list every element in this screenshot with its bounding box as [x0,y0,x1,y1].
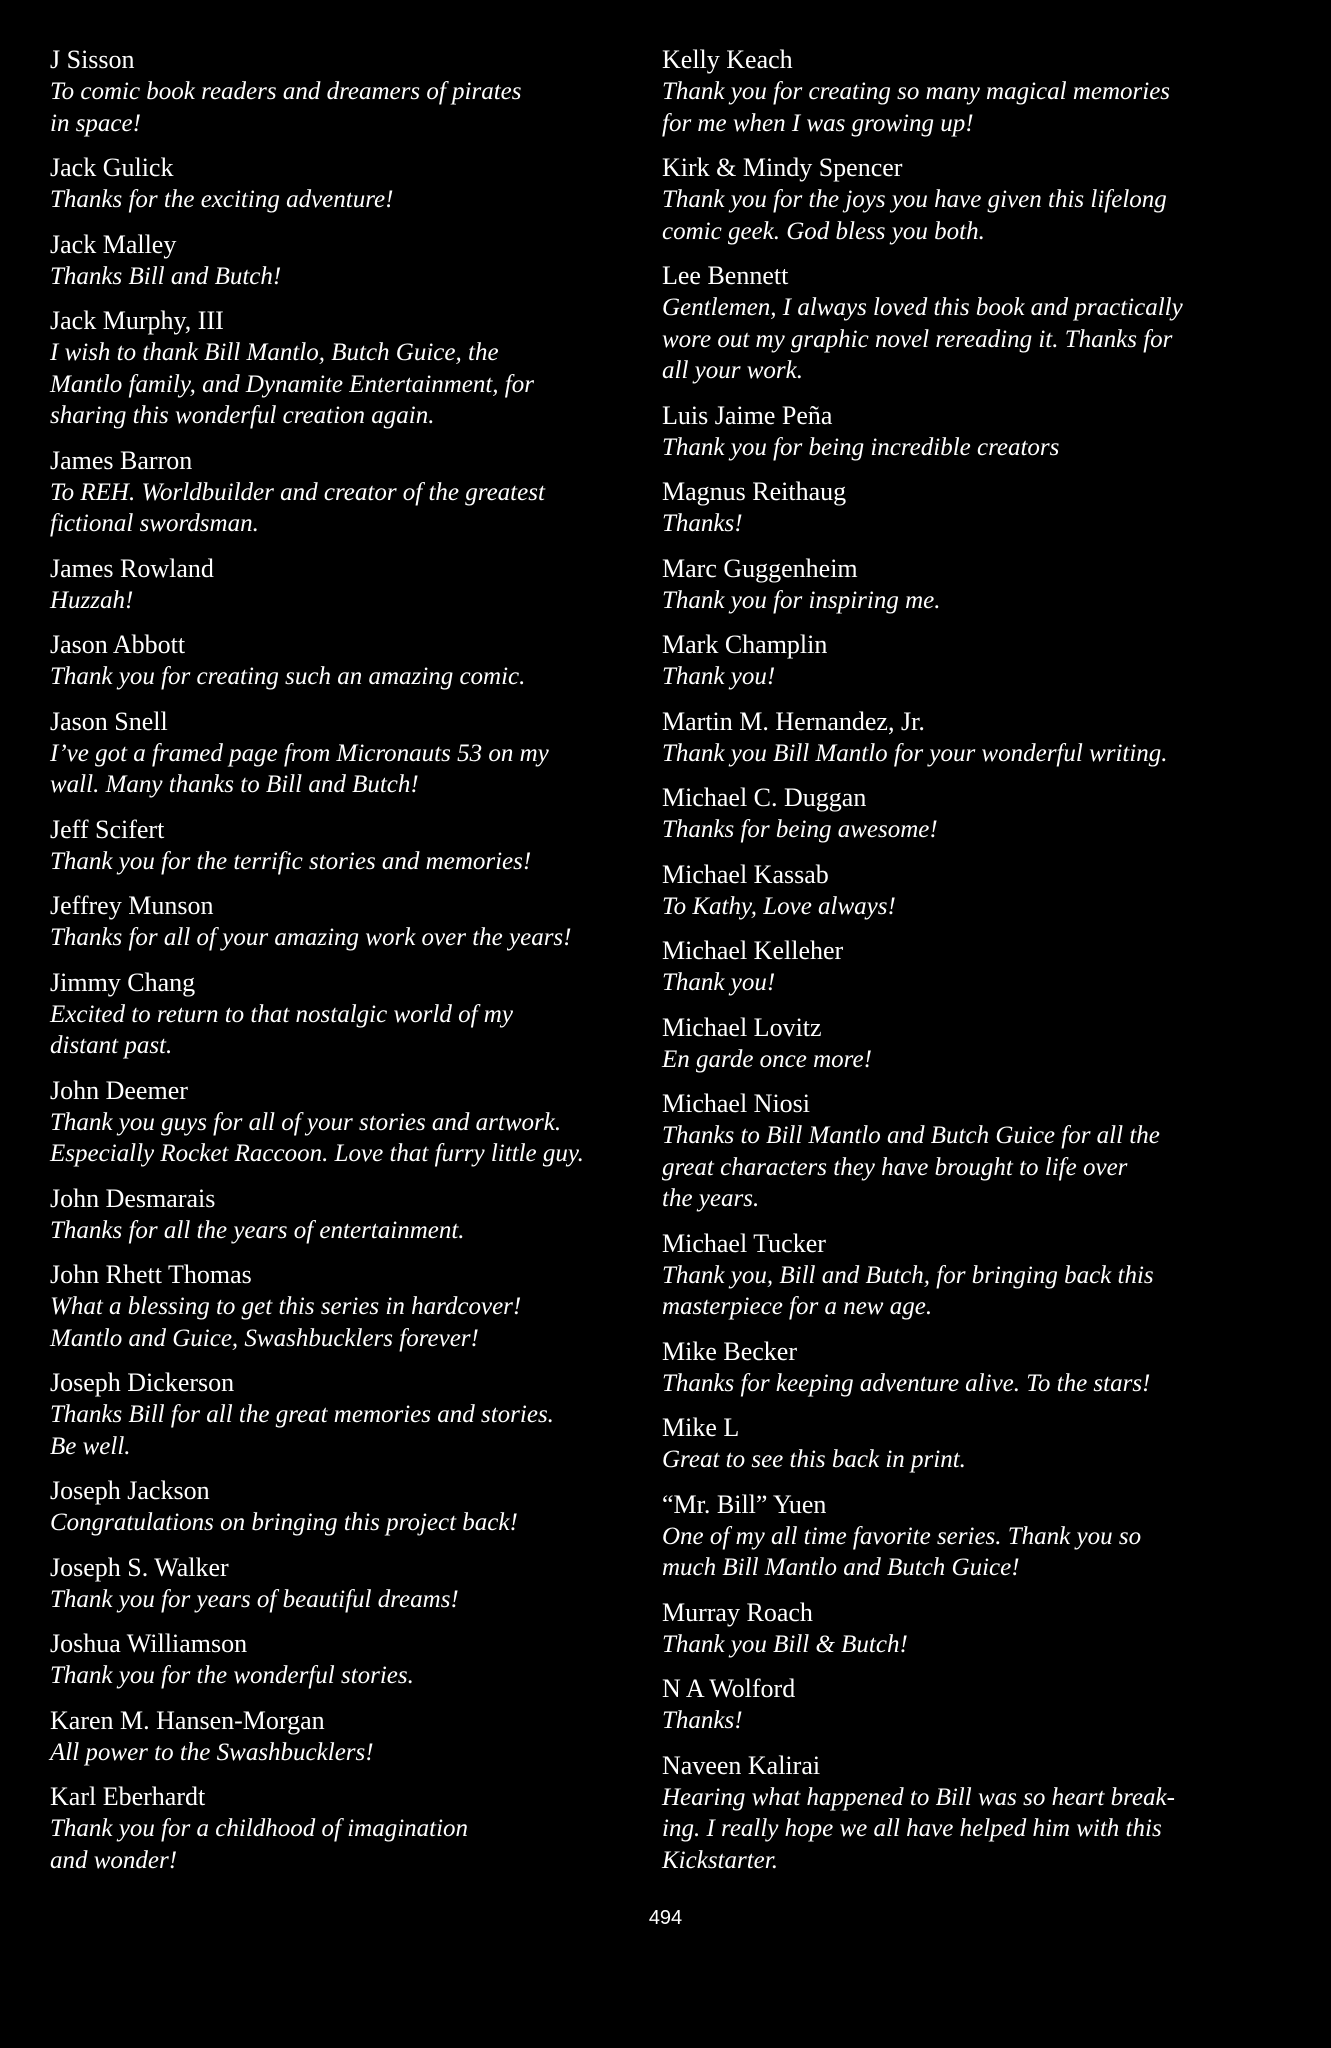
backer-message-line: Thank you for being incredible creators [662,433,1060,461]
backer-entry [50,445,650,540]
backer-message-line: Thanks for keeping adventure alive. To the stars! [662,1369,1151,1397]
backer-name: “Mr. Bill” Yuen [662,1489,827,1519]
backer-message-line: Thanks Bill for all the great memories and stories. [50,1401,554,1428]
backer-message [50,738,650,801]
backer-message [50,1737,650,1769]
backer-entry [50,305,650,432]
backer-name: Michael Lovitz [662,1012,822,1042]
backer-message-line: Excited to return to that nostalgic world of my [50,1000,513,1028]
backer-message-line: all your work. [662,357,803,384]
backer-message-line: for me when I was growing up! [662,109,974,137]
backer-name: Mark Champlin [662,630,828,659]
backer-name: John Deemer [50,1075,188,1105]
backer-name: Murray Roach [662,1597,813,1627]
backer-message-line: Thank you for a childhood of imagination [50,1815,469,1842]
backer-message-line: Thank you! [662,969,776,996]
backer-message-line: Thank you, Bill and Butch, for bringing back this [662,1261,1154,1289]
backer-message [662,967,1292,999]
backer-message [662,738,1292,770]
backer-message-line: Thanks! [662,1707,743,1734]
backer-name: Luis Jaime Peña [662,400,833,430]
backer-message-line: Thank you for the joys you have given this lifelong [662,186,1167,213]
backer-message [662,1260,1292,1323]
backer-message [50,477,650,540]
backer-name: Kirk & Mindy Spencer [662,153,903,182]
backer-message [50,999,650,1062]
backer-entry [662,476,1292,540]
backer-name: Joseph Jackson [50,1476,210,1505]
backer-message-line: Thanks for all the years of entertainment. [50,1216,465,1244]
backer-message [662,1629,1292,1661]
backer-message [662,1044,1292,1076]
backer-message [50,1660,650,1692]
backer-message-line: and wonder! [50,1846,178,1874]
backer-message [50,1215,650,1247]
backer-name: Michael Kassab [662,859,829,889]
backer-message [50,1584,650,1616]
backer-message [662,184,1292,247]
backer-message-line: Be well. [50,1432,131,1460]
backer-message [662,1782,1292,1877]
backer-name: Martin M. Hernandez, Jr. [662,706,925,736]
backer-message-line: much Bill Mantlo and Butch Guice! [662,1554,1020,1581]
backer-message [662,661,1292,693]
backer-name: Jack Gulick [50,153,174,182]
backer-message-line: Great to see this back in print. [662,1446,966,1473]
backer-message-line: One of my all time favorite series. Thank you so [662,1522,1142,1550]
backer-message-line: Thank you guys for all of your stories and artwork. [50,1108,562,1136]
backer-name: Joseph S. Walker [50,1552,229,1582]
backer-message-line: ing. I really hope we all have helped him with this [662,1815,1162,1842]
backer-message-line: To Kathy, Love always! [662,892,896,920]
left-column [50,44,650,1889]
backer-message [662,1120,1292,1215]
backer-message-line: Thanks for the exciting adventure! [50,186,394,213]
backer-entry [50,553,650,617]
backer-name: Jeff Scifert [50,814,165,844]
backer-entry [662,44,1292,139]
backer-name: John Rhett Thomas [50,1260,252,1289]
backer-name: James Barron [50,445,193,475]
backer-message-line: Thanks! [662,510,743,537]
backer-message [662,891,1292,923]
backer-name: Joshua Williamson [50,1629,248,1658]
backer-message-line: in space! [50,109,141,137]
backer-message-line: distant past. [50,1032,173,1059]
backer-entry [50,814,650,878]
backer-name: Jason Snell [50,706,168,736]
backer-name: Kelly Keach [662,45,793,74]
backer-entry [50,44,650,139]
backer-entry [50,1475,650,1539]
backer-name: Jeffrey Munson [50,891,214,920]
backer-message-line: masterpiece for a new age. [662,1293,933,1320]
backer-message-line: sharing this wonderful creation again. [50,402,435,429]
backer-entry [662,1412,1292,1476]
backer-message-line: fictional swordsman. [50,510,259,537]
backer-name: Michael Tucker [662,1228,826,1258]
backer-entry [662,1088,1292,1215]
backer-message-line: What a blessing to get this series in hardcover! [50,1293,522,1320]
backer-message-line: Huzzah! [50,586,134,614]
backer-message [50,1813,650,1876]
backer-message-line: Kickstarter. [662,1846,778,1874]
backer-name: Mike Becker [662,1336,798,1366]
page-number: 494 [648,1907,683,1929]
backer-message [50,1399,650,1462]
backer-message [662,814,1292,846]
backer-entry [662,782,1292,846]
backer-entry [662,260,1292,387]
backer-message-line: I’ve got a framed page from Micronauts 53 on my [50,739,549,767]
backer-message [50,261,650,293]
backer-entry [662,1750,1292,1877]
backer-message-line: To comic book readers and dreamers of pirates [50,78,522,105]
backer-message [662,432,1292,464]
backer-message-line: Thank you Bill Mantlo for your wonderful writing. [662,739,1168,767]
backer-message-line: Hearing what happened to Bill was so heart break- [662,1783,1175,1811]
backer-entry [50,1781,650,1876]
backer-message-line: Thank you for years of beautiful dreams! [50,1585,459,1613]
backer-entry [50,890,650,954]
backer-message-line: Thank you for inspiring me. [662,586,941,614]
backer-message-line: Thanks Bill and Butch! [50,262,282,290]
backer-message-line: Thank you for the wonderful stories. [50,1662,414,1689]
backer-message [50,184,650,216]
backer-message-line: Mantlo family, and Dynamite Entertainment, for [50,370,534,398]
backer-name: J Sisson [50,45,135,74]
backer-entry [50,967,650,1062]
backer-name: Karl Eberhardt [50,1782,206,1811]
backer-message-line: Thank you! [662,663,776,690]
backer-message [50,76,650,139]
backer-message-line: great characters they have brought to life over [662,1153,1128,1181]
backer-message [50,1107,650,1170]
backer-name: Mike L [662,1413,740,1442]
backer-name: Jimmy Chang [50,967,196,997]
backer-message [50,1291,650,1354]
backer-message-line: Congratulations on bringing this project back! [50,1509,518,1536]
backer-entry [50,1367,650,1462]
backer-entry [50,152,650,216]
backer-message [662,1705,1292,1737]
backer-name: Jack Malley [50,229,177,259]
backer-name: Naveen Kalirai [662,1750,821,1780]
backer-entry [50,706,650,801]
backer-message-line: Thanks for all of your amazing work over the years! [50,924,572,951]
backer-message-line: To REH. Worldbuilder and creator of the greatest [50,478,545,506]
backer-entry [662,1228,1292,1323]
backer-entry [662,1012,1292,1076]
backer-message [662,585,1292,617]
backer-message [50,1507,650,1539]
backer-message-line: I wish to thank Bill Mantlo, Butch Guice, the [50,339,499,366]
backer-entry [662,553,1292,617]
right-column [662,44,1292,1889]
backer-message-line: Thank you for creating so many magical memories [662,78,1171,105]
backer-entry [662,935,1292,999]
backer-name: John Desmarais [50,1183,216,1213]
backer-message-line: Thanks to Bill Mantlo and Butch Guice for all the [662,1122,1160,1149]
backer-entry [662,152,1292,247]
backer-name: Michael Kelleher [662,936,844,965]
backer-message [662,76,1292,139]
backer-name: Michael Niosi [662,1089,811,1118]
backer-entry [50,1552,650,1616]
backer-message-line: Thank you for the terrific stories and memories! [50,847,532,875]
backer-name: Karen M. Hansen-Morgan [50,1705,325,1735]
backer-message-line: Thanks for being awesome! [662,816,938,843]
backer-message-line: En garde once more! [662,1045,872,1073]
backer-name: Magnus Reithaug [662,477,847,506]
backer-message-line: Especially Rocket Raccoon. Love that furry little guy. [50,1140,584,1167]
backer-entry [50,629,650,693]
backer-message-line: Thank you Bill & Butch! [662,1630,908,1658]
backer-message-line: wore out my graphic novel rereading it. Thanks for [662,325,1173,353]
backer-message [662,1521,1292,1584]
backer-entry [50,1259,650,1354]
backer-message-line: Mantlo and Guice, Swashbucklers forever! [50,1324,479,1352]
backer-message [662,1444,1292,1476]
backer-name: N A Wolford [662,1674,796,1703]
backer-entry [662,400,1292,464]
backer-entry [662,1336,1292,1400]
backer-entry [662,1673,1292,1737]
backer-message [50,337,650,432]
backer-name: James Rowland [50,553,214,583]
backer-message [50,661,650,693]
backer-entry [662,706,1292,770]
backer-message [662,1368,1292,1400]
backer-message-line: Gentlemen, I always loved this book and practically [662,294,1183,321]
backer-entry [662,629,1292,693]
backer-entry [662,1597,1292,1661]
backer-name: Joseph Dickerson [50,1368,235,1397]
backer-name: Marc Guggenheim [662,553,858,583]
backer-entry [662,859,1292,923]
backer-message-line: comic geek. God bless you both. [662,217,985,245]
backer-message [50,922,650,954]
backer-name: Lee Bennett [662,261,789,290]
backer-message-line: the years. [662,1185,760,1212]
backer-entry [662,1489,1292,1584]
backer-entry [50,229,650,293]
backer-message [50,585,650,617]
backer-message-line: All power to the Swashbucklers! [50,1738,374,1766]
backer-message [50,846,650,878]
backer-entry [50,1075,650,1170]
backer-entry [50,1628,650,1692]
backer-name: Jason Abbott [50,630,186,659]
backer-entry [50,1705,650,1769]
backer-message [662,508,1292,540]
backer-name: Jack Murphy, III [50,306,224,335]
backer-message-line: Thank you for creating such an amazing comic. [50,663,526,690]
backer-message-line: wall. Many thanks to Bill and Butch! [50,771,419,798]
backer-entry [50,1183,650,1247]
backer-name: Michael C. Duggan [662,783,867,812]
backer-message [662,292,1292,387]
